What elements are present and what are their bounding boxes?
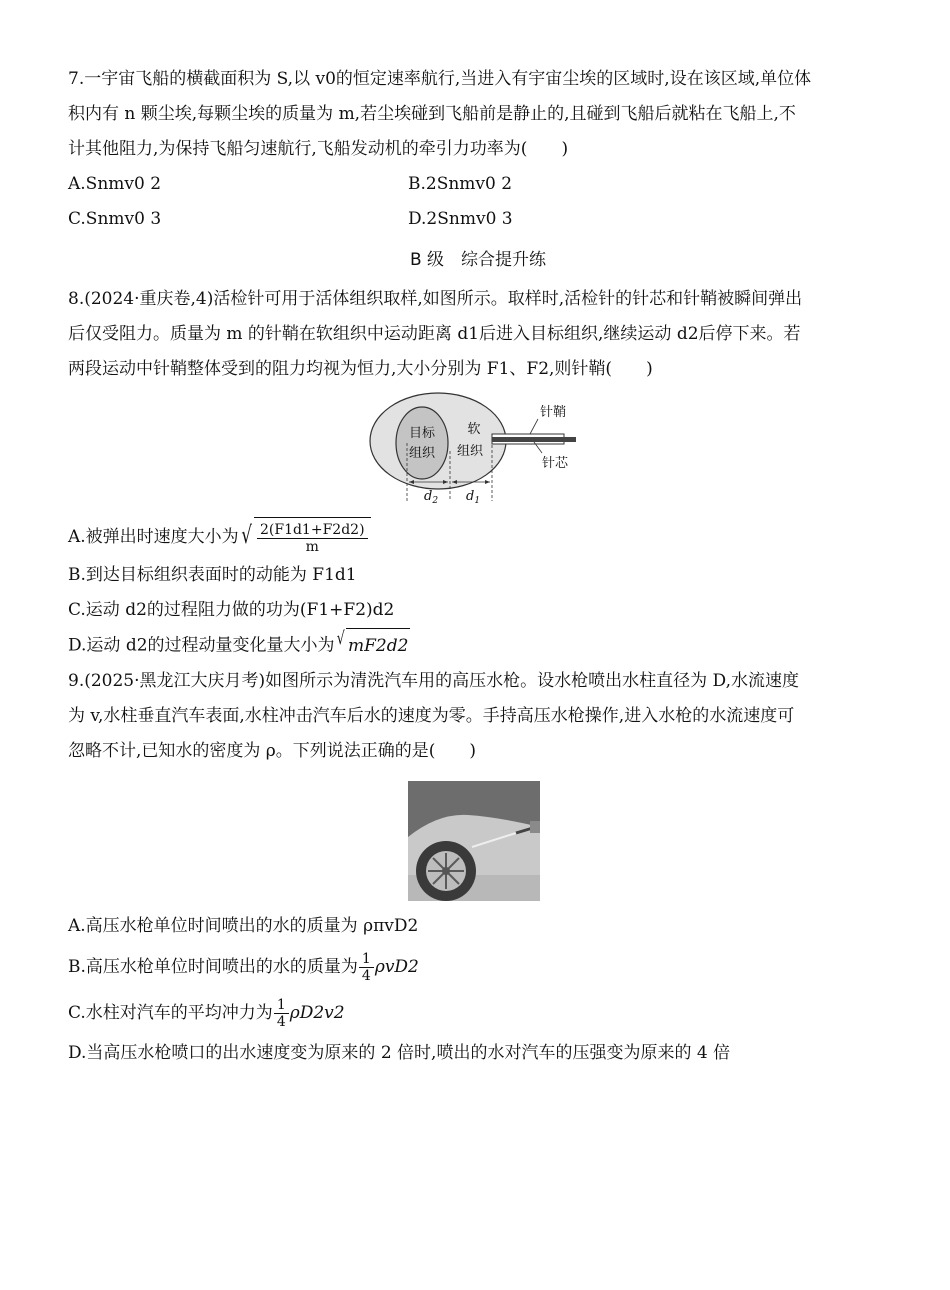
fraction xyxy=(257,522,368,555)
q7-option-d: D.2Snmv0 3 xyxy=(408,209,513,229)
q9-line-3: 忽略不计,已知水的密度为 ρ。下列说法正确的是( ) xyxy=(68,741,477,761)
section-title: B 级 综合提升练 xyxy=(409,250,547,270)
sqrt-expression xyxy=(239,517,371,558)
worksheet-page xyxy=(68,62,888,1071)
q9-option-b-text: B.高压水枪单位时间喷出的水的质量为 xyxy=(68,957,358,977)
sheath-label: 针鞘 xyxy=(540,405,567,420)
q7-options-row-2 xyxy=(68,202,888,237)
q7-option-a: A.Snmv0 2 xyxy=(68,174,162,194)
q7-line-3: 计其他阻力,为保持飞船匀速航行,飞船发动机的牵引力功率为( ) xyxy=(68,139,569,159)
car-washing-photo xyxy=(68,777,888,905)
q8-option-a xyxy=(68,517,888,558)
question-7 xyxy=(68,62,888,237)
q9-option-a: A.高压水枪单位时间喷出的水的质量为 ρπvD2 xyxy=(68,916,419,936)
biopsy-diagram xyxy=(68,389,888,509)
q9-option-c-text: C.水柱对汽车的平均冲力为 xyxy=(68,1003,273,1023)
fraction xyxy=(274,997,289,1030)
radical-sign: √ xyxy=(240,521,252,549)
question-8 xyxy=(68,282,888,664)
q8-line-3: 两段运动中针鞘整体受到的阻力均视为恒力,大小分别为 F1、F2,则针鞘( ) xyxy=(68,359,653,379)
q9-option-c-formula: ρD2v2 xyxy=(289,1003,345,1023)
q8-line-2: 后仅受阻力。质量为 m 的针鞘在软组织中运动距离 d1后进入目标组织,继续运动 d2后停下来。若 xyxy=(68,324,801,344)
fraction-denominator: 4 xyxy=(361,968,371,984)
q9-option-d: D.当高压水枪喷口的出水速度变为原来的 2 倍时,喷出的水对汽车的压强变为原来的 4 倍 xyxy=(68,1043,731,1063)
sqrt-radicand: mF2d2 xyxy=(346,628,410,664)
q8-option-b: B.到达目标组织表面时的动能为 F1d1 xyxy=(68,565,357,585)
core-label: 针芯 xyxy=(542,456,569,471)
fraction-numerator: 2(F1d1+F2d2) xyxy=(257,522,368,539)
q9-line-1: 9.(2025·黑龙江大庆月考)如图所示为清洗汽车用的高压水枪。设水枪喷出水柱直径为 D,水流速度 xyxy=(68,671,799,691)
target-tissue-label-1: 目标 xyxy=(408,426,436,441)
q9-line-2: 为 v,水柱垂直汽车表面,水柱冲击汽车后水的速度为零。手持高压水枪操作,进入水枪的水流速度可 xyxy=(68,706,795,726)
q7-option-b: B.2Snmv0 2 xyxy=(408,174,513,194)
soft-tissue-label-2: 组织 xyxy=(456,444,484,459)
biopsy-needle-figure xyxy=(68,389,888,509)
fraction-numerator: 1 xyxy=(274,997,289,1014)
fraction-denominator: m xyxy=(305,539,319,555)
q8-option-d xyxy=(68,628,888,664)
d1-arrowhead-right xyxy=(485,480,490,484)
fraction-denominator: 4 xyxy=(276,1014,286,1030)
q9-option-b xyxy=(68,944,888,990)
needle-core xyxy=(492,437,576,442)
hand xyxy=(530,821,540,833)
wheel-hub xyxy=(442,867,450,875)
radical-sign: √ xyxy=(336,628,345,649)
q8-option-d-text: D.运动 d2的过程动量变化量大小为 xyxy=(68,635,335,656)
q9-option-b-formula: ρvD2 xyxy=(374,957,419,977)
target-tissue-label-2: 组织 xyxy=(408,446,436,461)
d1-label: $d_1$ xyxy=(466,489,481,506)
d2-label: $d_2$ xyxy=(424,489,439,506)
fraction xyxy=(359,951,374,984)
q7-option-c: C.Snmv0 3 xyxy=(68,209,162,229)
q7-line-1: 7.一宇宙飞船的横截面积为 S,以 v0的恒定速率航行,当进入有宇宙尘埃的区域时,设在该区域,单位体 xyxy=(68,69,812,89)
q8-option-c: C.运动 d2的过程阻力做的功为(F1+F2)d2 xyxy=(68,600,395,620)
q7-line-2: 积内有 n 颗尘埃,每颗尘埃的质量为 m,若尘埃碰到飞船前是静止的,且碰到飞船后就粘在飞船上,不 xyxy=(68,104,796,124)
sqrt-expression xyxy=(335,628,411,664)
q8-line-1: 8.(2024·重庆卷,4)活检针可用于活体组织取样,如图所示。取样时,活检针的针芯和针鞘被瞬间弹出 xyxy=(68,289,803,309)
soft-tissue-label-1: 软 xyxy=(467,422,481,437)
target-tissue-ellipse xyxy=(396,407,448,479)
q9-option-c xyxy=(68,990,888,1036)
sheath-pointer xyxy=(530,419,538,434)
q8-option-a-text: A.被弹出时速度大小为 xyxy=(68,527,239,547)
q7-options-row-1 xyxy=(68,167,888,202)
sqrt-body xyxy=(254,517,371,558)
fraction-numerator: 1 xyxy=(359,951,374,968)
question-9 xyxy=(68,664,888,1071)
car-washing-photo-figure xyxy=(68,777,888,905)
